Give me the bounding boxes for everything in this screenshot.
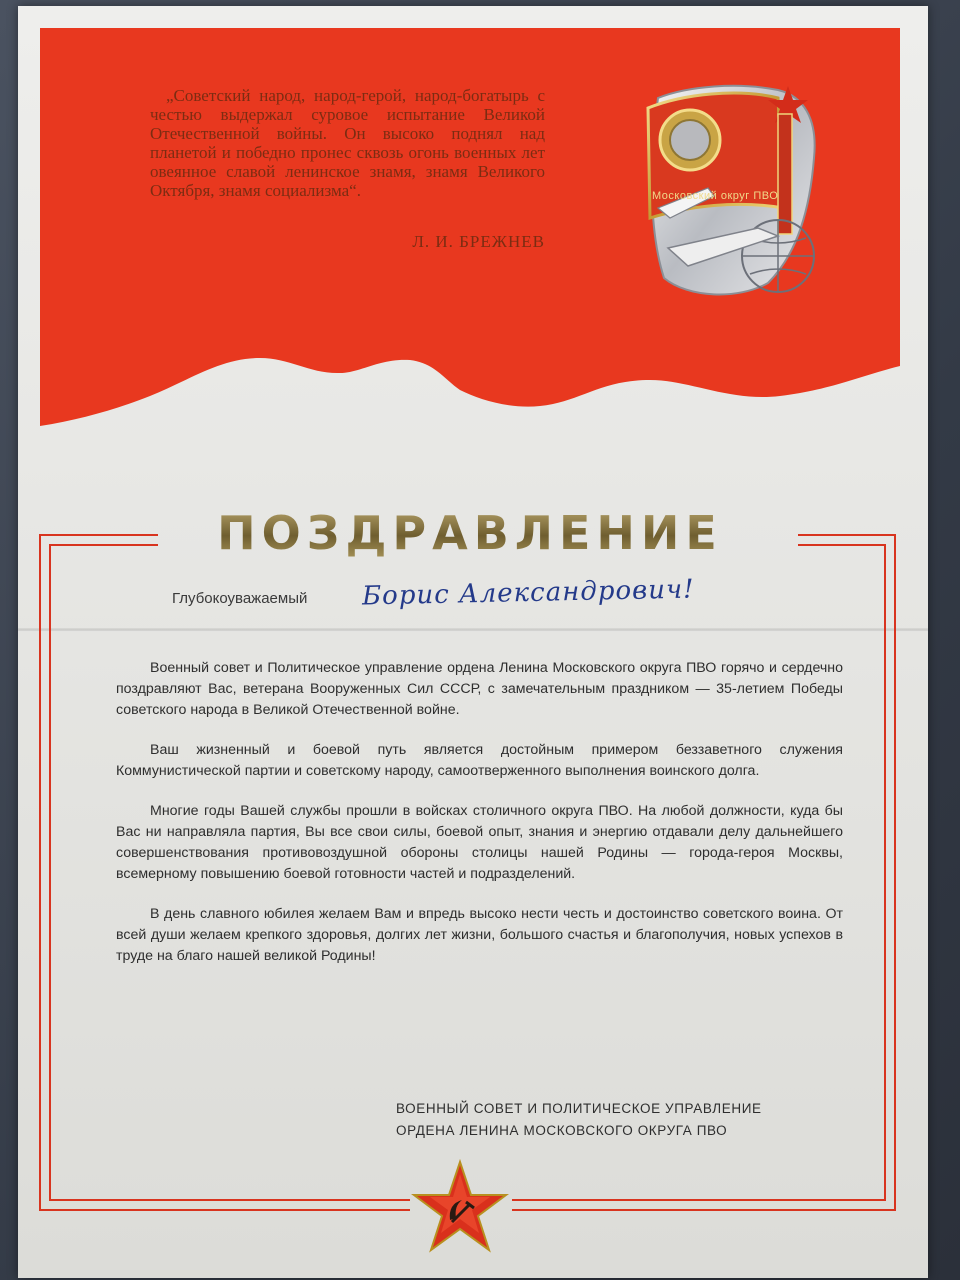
paragraph: В день славного юбилея желаем Вам и впредь высоко нести честь и достоинство советского воина. От всей души желаем крепкого здоровья, долгих лет жизни, большого счастья и благополучия, новых успехов в труде на благо нашей великой Родины! bbox=[116, 906, 843, 964]
paragraph: Ваш жизненный и боевой путь является достойным примером беззаветного служения Коммунистической партии и советскому народу, самоотверженного выполнения воинского долга. bbox=[116, 742, 843, 779]
paper-fold bbox=[18, 628, 928, 632]
recipient-name-handwritten: Борис Александрович! bbox=[361, 574, 695, 612]
paragraph: Военный совет и Политическое управление ордена Ленина Московского округа ПВО горячо и сердечно поздравляют Вас, ветерана Вооруженных Сил СССР, с замечательным праздником — 35-летием Победы советского народа в Великой Отечественной войне. bbox=[116, 660, 843, 718]
congratulation-text bbox=[116, 658, 843, 986]
page-title: ПОЗДРАВЛЕНИЕ bbox=[160, 506, 780, 560]
signature-line: ВОЕННЫЙ СОВЕТ И ПОЛИТИЧЕСКОЕ УПРАВЛЕНИЕ bbox=[396, 1101, 762, 1116]
emblem-label: Московский округ ПВО bbox=[652, 190, 779, 202]
red-star-hammer-sickle-icon bbox=[410, 1158, 510, 1258]
signature-line: ОРДЕНА ЛЕНИНА МОСКОВСКОГО ОКРУГА ПВО bbox=[396, 1123, 728, 1138]
signature-block bbox=[396, 1098, 826, 1142]
brezhnev-quote: „Советский народ, народ-герой, народ-богатырь с честью выдержал суровое испытание Великой Отечественной войны. Он высоко поднял над планетой и победно пронес сквозь огонь военных лет овеянное славой ленинское знамя, знамя Великого Октября, знамя социализма“. bbox=[150, 86, 545, 200]
order-badge-icon bbox=[628, 78, 828, 300]
paragraph: Многие годы Вашей службы прошли в войсках столичного округа ПВО. На любой должности, куда бы Вас ни направляла партия, Вы все свои силы, боевой опыт, знания и энергию отдавали делу дальнейшего совершенствования противовоздушной обороны столицы нашей Родины — города-героя Москвы, всемерному повышению боевой готовности частей и подразделений. bbox=[116, 803, 843, 882]
quote-author: Л. И. БРЕЖНЕВ bbox=[412, 232, 545, 251]
salutation: Глубокоуважаемый bbox=[172, 590, 308, 607]
